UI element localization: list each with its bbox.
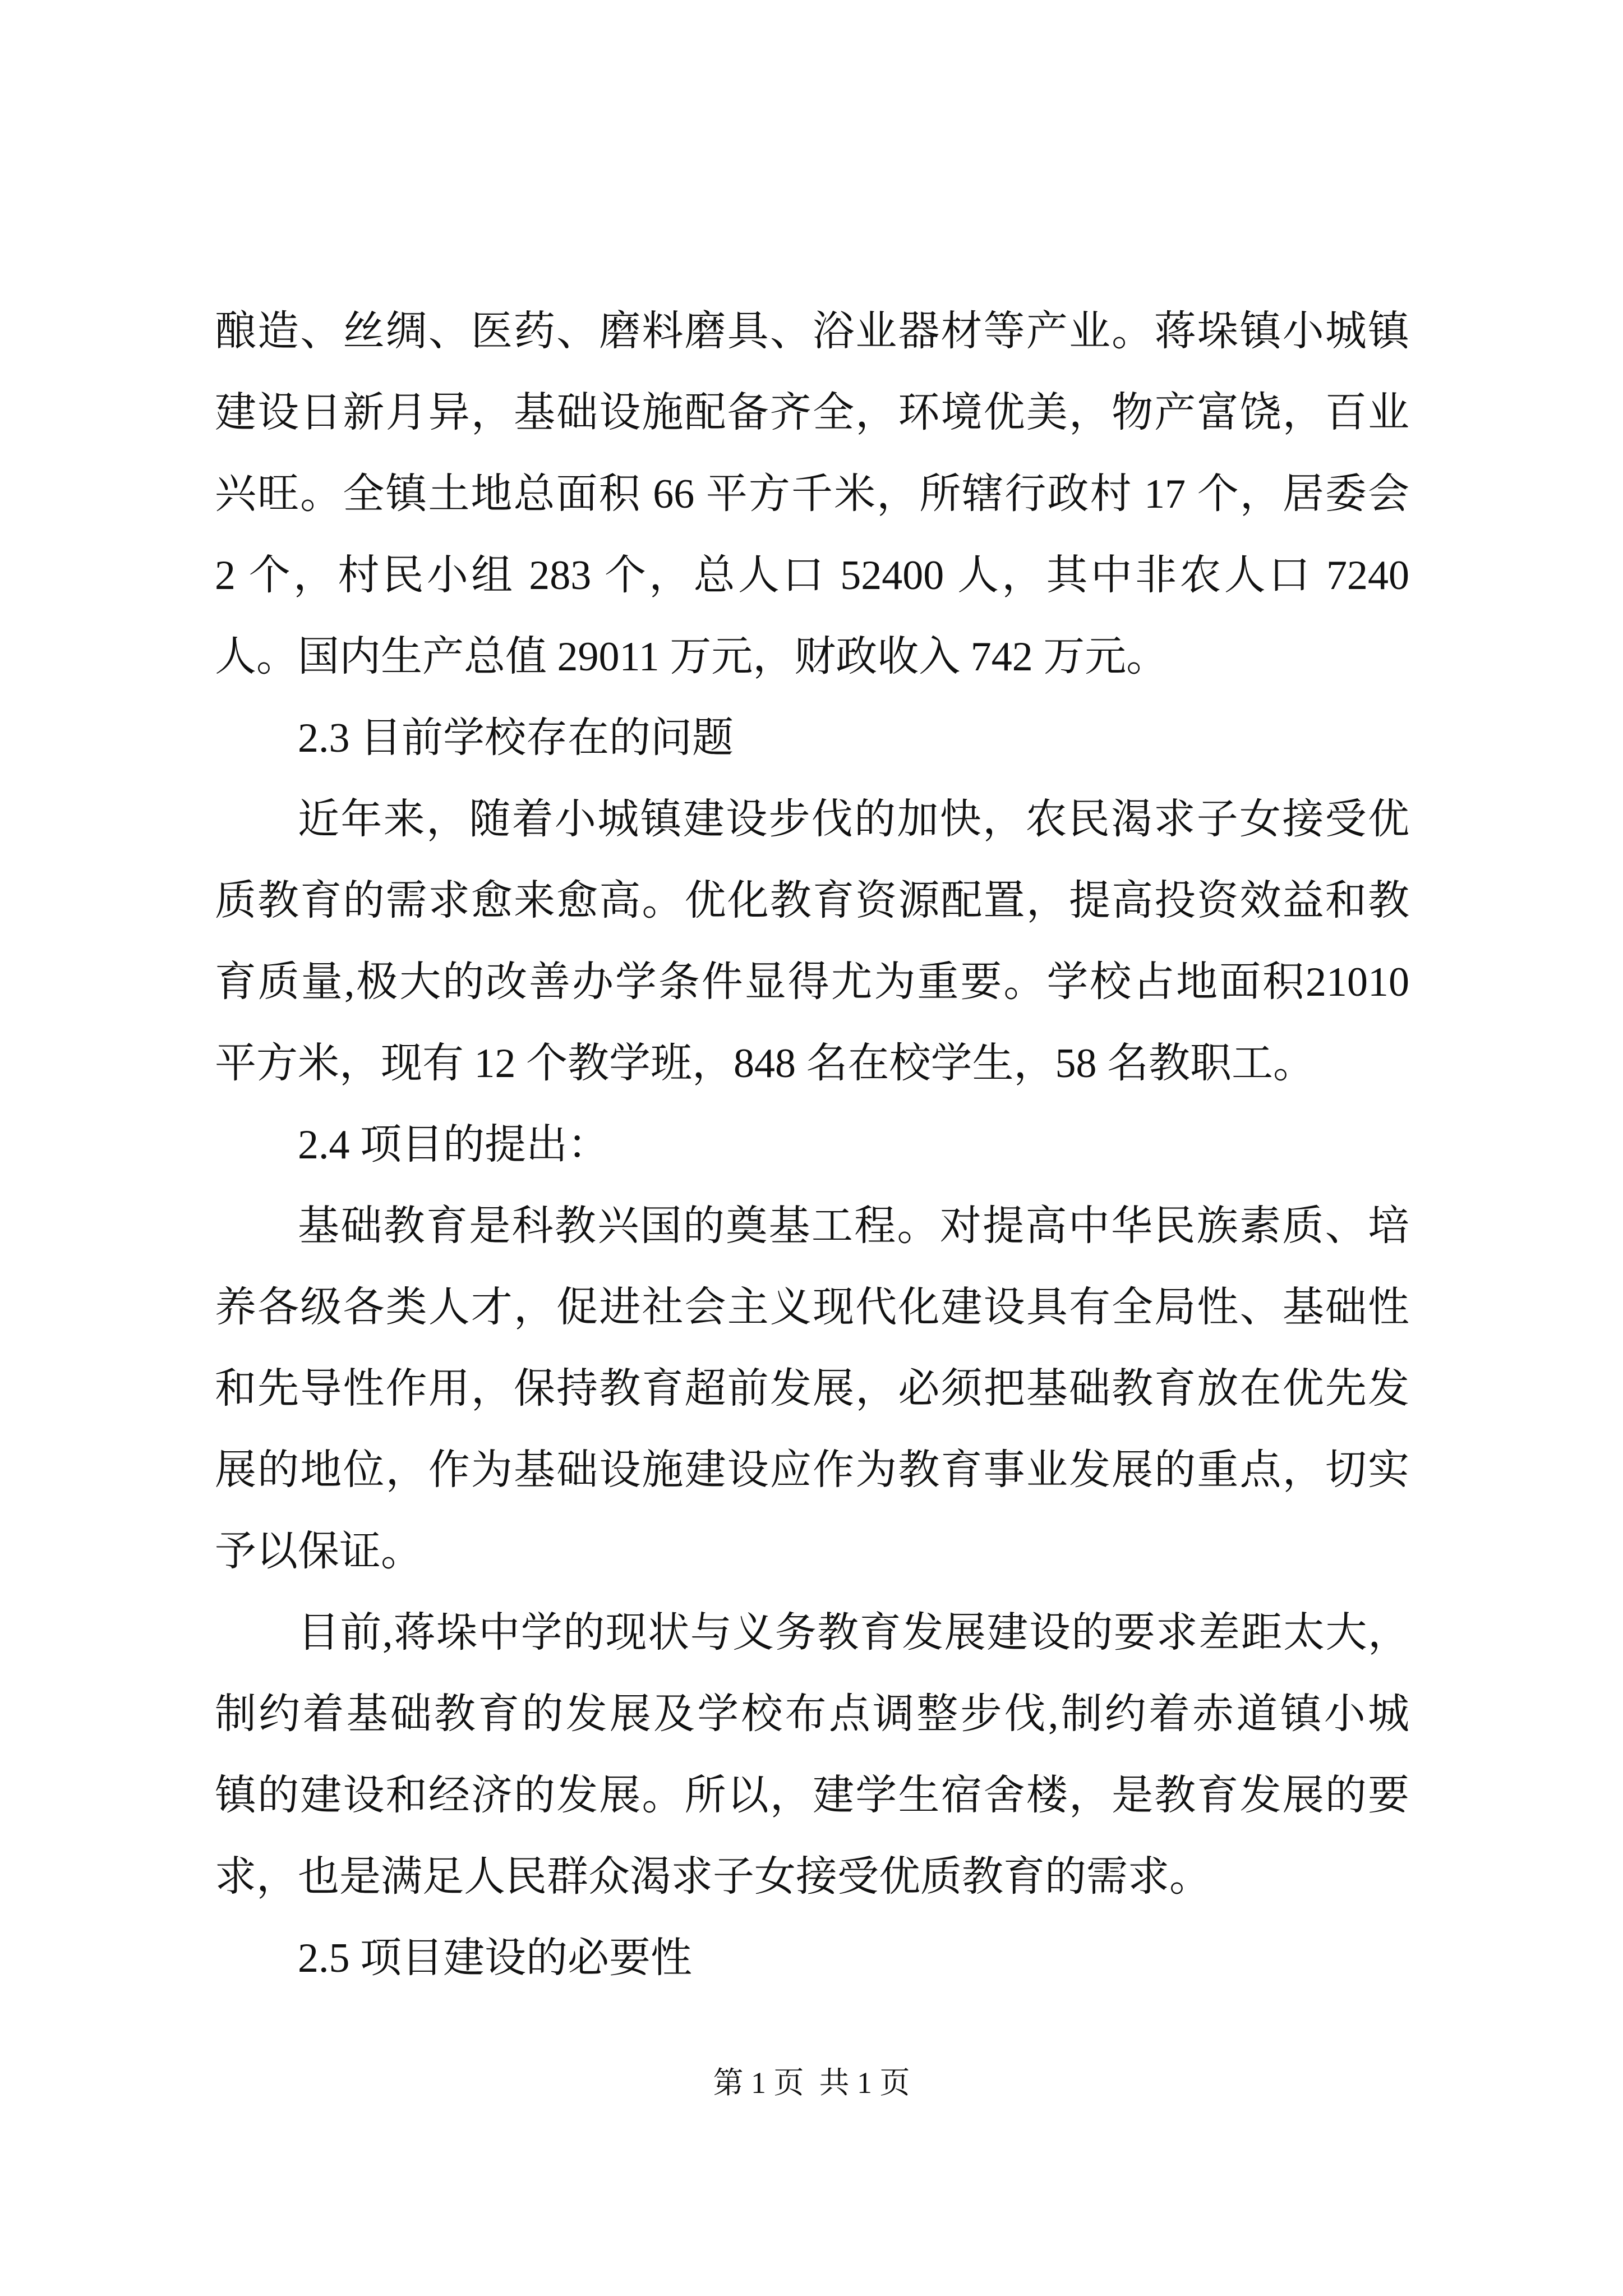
paragraph-continued (215, 291, 1409, 698)
paragraph-line: 人。国内生产总值 29011 万元，财政收入 742 万元。 (215, 634, 1168, 680)
paragraph (215, 1186, 1409, 1593)
section-heading-2-3 (215, 698, 1409, 779)
paragraph-line: 建设日新月异，基础设施配备齐全，环境优美，物产富饶，百业 (215, 390, 1409, 436)
paragraph-line: 基础教育是科教兴国的奠基工程。对提高中华民族素质、培 (298, 1203, 1409, 1249)
section-heading-text: 2.3 目前学校存在的问题 (298, 715, 734, 761)
paragraph-line: 育质量,极大的改善办学条件显得尤为重要。学校占地面积21010 (215, 959, 1409, 1005)
paragraph-line: 近年来，随着小城镇建设步伐的加快，农民渴求子女接受优 (298, 797, 1409, 843)
paragraph-line: 质教育的需求愈来愈高。优化教育资源配置，提高投资效益和教 (215, 878, 1409, 924)
paragraph (215, 779, 1409, 1105)
document-body (215, 291, 1409, 1999)
section-heading-text: 2.5 项目建设的必要性 (298, 1935, 692, 1981)
section-heading-2-4 (215, 1105, 1409, 1186)
paragraph-line: 展的地位，作为基础设施建设应作为教育事业发展的重点，切实 (215, 1447, 1409, 1493)
paragraph-line: 目前,蒋垛中学的现状与义务教育发展建设的要求差距太大， (298, 1610, 1409, 1656)
paragraph (215, 1593, 1409, 1918)
paragraph-line: 2 个，村民小组 283 个，总人口 52400 人，其中非农人口 7240 (215, 553, 1409, 599)
paragraph-line: 平方米，现有 12 个教学班，848 名在校学生，58 名教职工。 (215, 1041, 1315, 1087)
paragraph-line: 制约着基础教育的发展及学校布点调整步伐,制约着赤道镇小城 (215, 1691, 1409, 1737)
paragraph-line: 求，也是满足人民群众渴求子女接受优质教育的需求。 (215, 1854, 1211, 1900)
paragraph-line: 酿造、丝绸、医药、磨料磨具、浴业器材等产业。蒋垛镇小城镇 (215, 309, 1409, 355)
paragraph-line: 镇的建设和经济的发展。所以，建学生宿舍楼，是教育发展的要 (215, 1773, 1409, 1819)
paragraph-line: 和先导性作用，保持教育超前发展，必须把基础教育放在优先发 (215, 1366, 1409, 1412)
paragraph-line: 养各级各类人才，促进社会主义现代化建设具有全局性、基础性 (215, 1285, 1409, 1331)
page-footer: 第 1 页 共 1 页 (713, 2066, 910, 2100)
paragraph-line: 兴旺。全镇土地总面积 66 平方千米，所辖行政村 17 个，居委会 (215, 471, 1409, 517)
section-heading-2-5 (215, 1918, 1409, 1999)
section-heading-text: 2.4 项目的提出： (298, 1122, 609, 1168)
paragraph-line: 予以保证。 (215, 1529, 422, 1575)
